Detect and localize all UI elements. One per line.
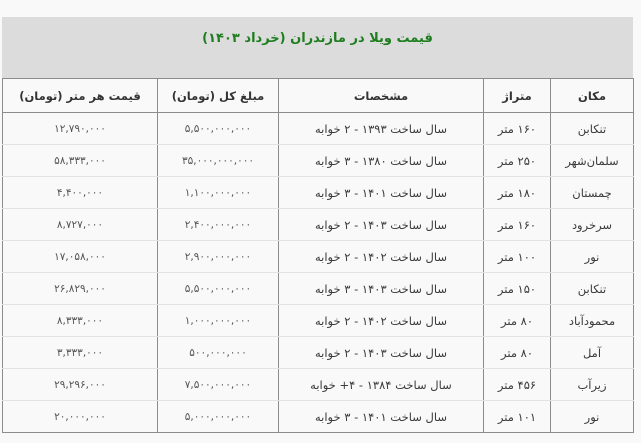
cell-price-per-meter: ۲۰,۰۰۰,۰۰۰ [3,401,158,433]
cell-location: زیرآب [551,369,634,401]
cell-specs: سال ساخت ۱۴۰۳ - ۲ خوابه [279,337,484,369]
cell-specs: سال ساخت ۱۳۹۳ - ۲ خوابه [279,113,484,145]
cell-specs: سال ساخت ۱۴۰۲ - ۲ خوابه [279,241,484,273]
cell-total-price: ۳۵,۰۰۰,۰۰۰,۰۰۰ [158,145,279,177]
cell-location: محمودآباد [551,305,634,337]
cell-area: ۱۵۰ متر [484,273,551,305]
table-row [3,145,634,177]
cell-price-per-meter: ۱۲,۷۹۰,۰۰۰ [3,113,158,145]
cell-location: آمل [551,337,634,369]
header-price-per-meter: قیمت هر متر (تومان) [3,79,158,113]
cell-area: ۱۰۱ متر [484,401,551,433]
cell-specs: سال ساخت ۱۳۸۰ - ۳ خوابه [279,145,484,177]
table-row [3,113,634,145]
cell-location: چمستان [551,177,634,209]
table-row [3,337,634,369]
cell-location: تنکابن [551,273,634,305]
cell-area: ۱۶۰ متر [484,113,551,145]
table-row [3,401,634,433]
cell-total-price: ۷,۵۰۰,۰۰۰,۰۰۰ [158,369,279,401]
cell-area: ۱۰۰ متر [484,241,551,273]
table-row [3,241,634,273]
cell-total-price: ۵,۵۰۰,۰۰۰,۰۰۰ [158,273,279,305]
table-row [3,305,634,337]
cell-area: ۲۵۰ متر [484,145,551,177]
cell-price-per-meter: ۳,۳۳۳,۰۰۰ [3,337,158,369]
cell-location: نور [551,241,634,273]
cell-price-per-meter: ۵۸,۳۳۳,۰۰۰ [3,145,158,177]
title-band [2,17,633,78]
cell-location: سرخرود [551,209,634,241]
cell-specs: سال ساخت ۱۴۰۱ - ۳ خوابه [279,401,484,433]
cell-area: ۱۶۰ متر [484,209,551,241]
cell-total-price: ۵,۰۰۰,۰۰۰,۰۰۰ [158,401,279,433]
cell-total-price: ۱,۱۰۰,۰۰۰,۰۰۰ [158,177,279,209]
cell-specs: سال ساخت ۱۴۰۲ - ۲ خوابه [279,305,484,337]
cell-location: تنکابن [551,113,634,145]
cell-location: نور [551,401,634,433]
header-row [3,79,634,113]
header-location: مکان [551,79,634,113]
table-row [3,209,634,241]
cell-price-per-meter: ۸,۷۲۷,۰۰۰ [3,209,158,241]
cell-area: ۱۸۰ متر [484,177,551,209]
table-row [3,177,634,209]
cell-total-price: ۱,۰۰۰,۰۰۰,۰۰۰ [158,305,279,337]
cell-price-per-meter: ۲۹,۲۹۶,۰۰۰ [3,369,158,401]
villa-price-table [2,78,634,433]
header-total-price: مبلغ کل (تومان) [158,79,279,113]
cell-price-per-meter: ۲۶,۸۲۹,۰۰۰ [3,273,158,305]
header-area: متراژ [484,79,551,113]
table-title: قیمت ویلا در مازندران (خرداد ۱۴۰۳) [202,31,433,46]
cell-specs: سال ساخت ۱۴۰۳ - ۲ خوابه [279,209,484,241]
cell-total-price: ۵,۵۰۰,۰۰۰,۰۰۰ [158,113,279,145]
cell-specs: سال ساخت ۱۳۸۴ - ۴+ خوابه [279,369,484,401]
cell-total-price: ۲,۴۰۰,۰۰۰,۰۰۰ [158,209,279,241]
cell-price-per-meter: ۴,۴۰۰,۰۰۰ [3,177,158,209]
cell-price-per-meter: ۱۷,۰۵۸,۰۰۰ [3,241,158,273]
cell-total-price: ۵۰۰,۰۰۰,۰۰۰ [158,337,279,369]
cell-total-price: ۲,۹۰۰,۰۰۰,۰۰۰ [158,241,279,273]
villa-price-table-container [2,17,633,433]
header-specs: مشخصات [279,79,484,113]
cell-location: سلمان‌شهر [551,145,634,177]
cell-area: ۸۰ متر [484,305,551,337]
table-row [3,273,634,305]
cell-specs: سال ساخت ۱۴۰۱ - ۳ خوابه [279,177,484,209]
cell-area: ۸۰ متر [484,337,551,369]
cell-price-per-meter: ۸,۳۳۳,۰۰۰ [3,305,158,337]
cell-specs: سال ساخت ۱۴۰۳ - ۳ خوابه [279,273,484,305]
cell-area: ۴۵۶ متر [484,369,551,401]
table-row [3,369,634,401]
